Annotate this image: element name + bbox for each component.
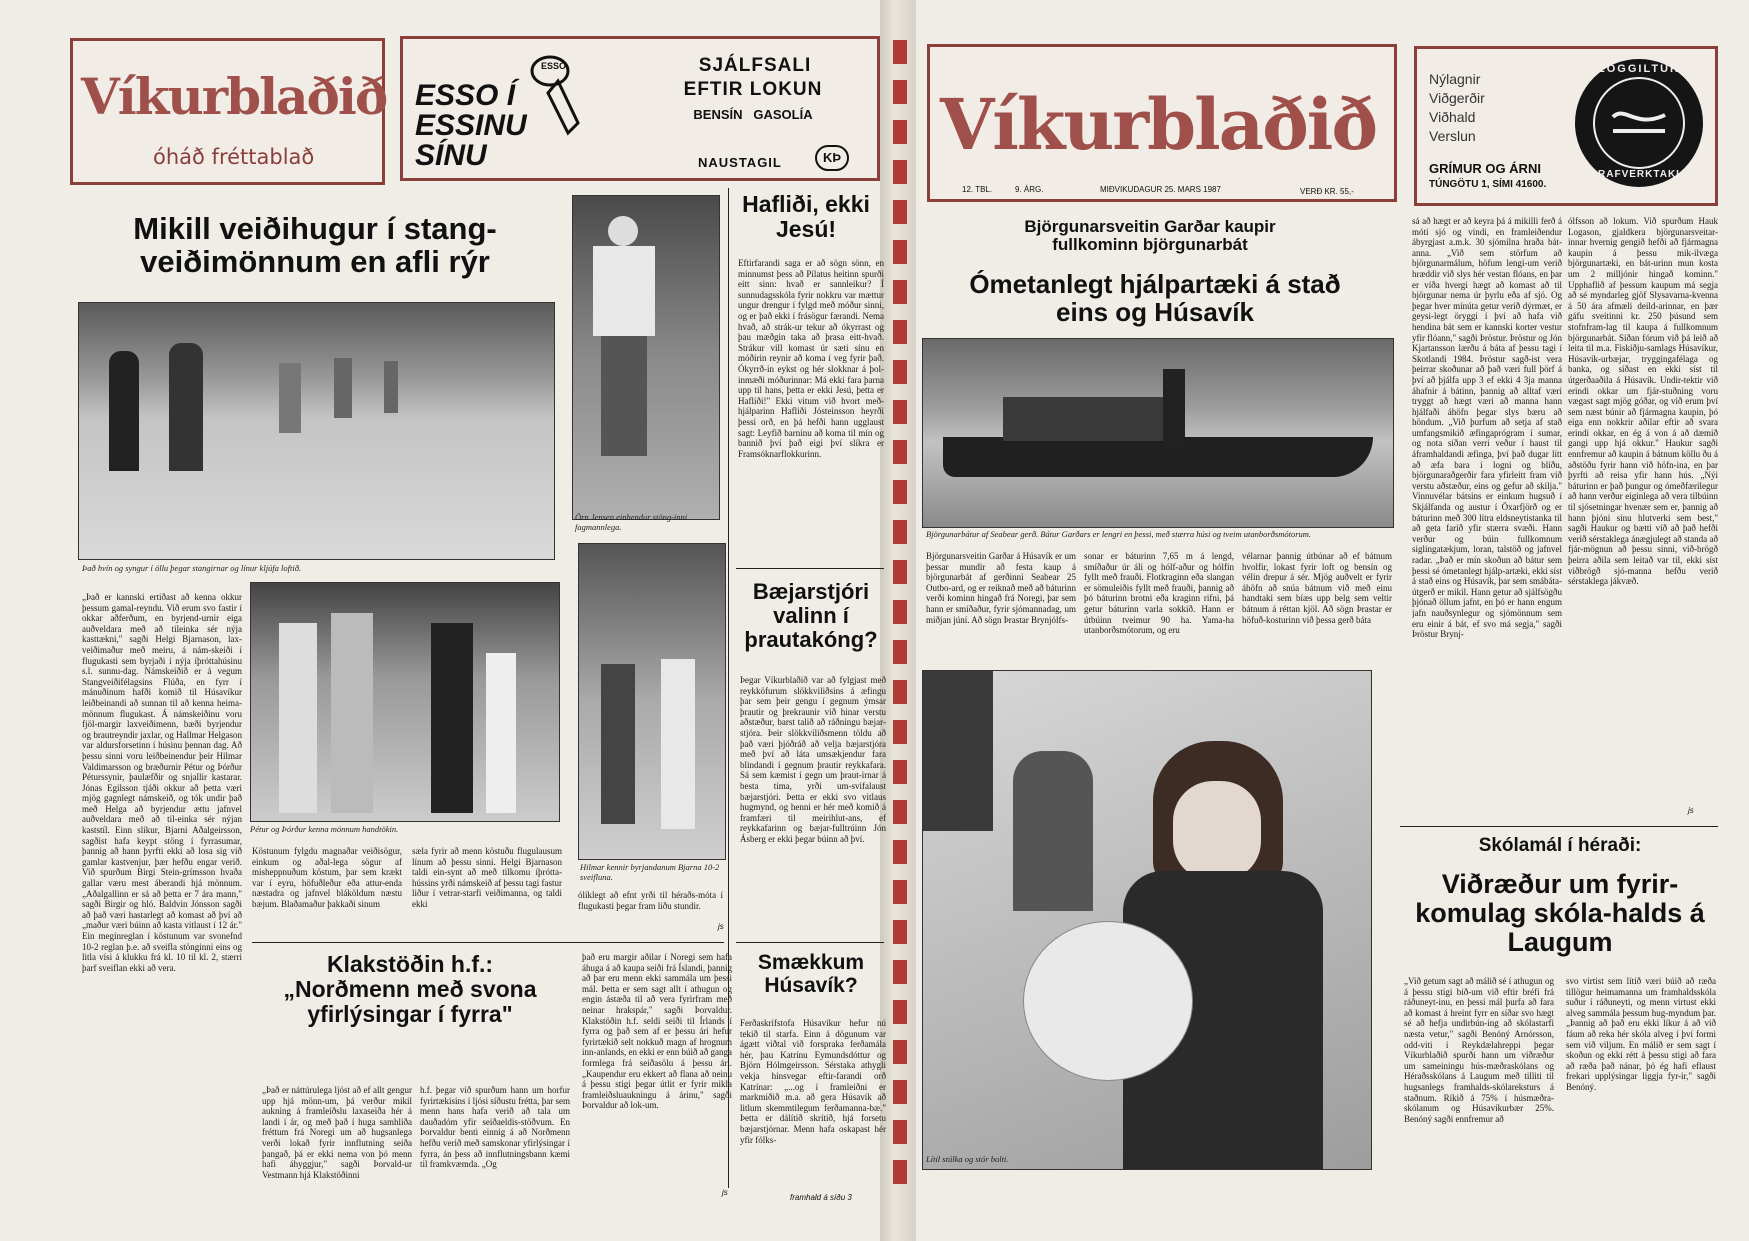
ad-location: NAUSTAGIL — [698, 155, 782, 170]
seal-bottom-text: RAFVERKTAKI — [1598, 169, 1680, 180]
hafli-headline: Hafliði, ekki Jesú! — [742, 191, 870, 242]
ad-address: TÚNGÖTU 1, SÍMI 41600. — [1429, 179, 1547, 190]
ad-service-2: Viðgerðir — [1429, 90, 1485, 106]
ad-service-3: Viðhald — [1429, 109, 1476, 125]
grimur-ad — [1414, 46, 1718, 206]
ad-service-1: Nýlagnir — [1429, 71, 1481, 87]
seal-top-text: LÖGGILTUR — [1598, 63, 1680, 75]
smaekkum-body: Ferðaskrifstofa Húsavíkur hefur nú tekið til starfa. Einn á dögunum var ágætt viðtal við forspraka ferðamála hér, þau Katrínu Eymundsdóttur og Björn Hólmgeirsson. Sérstaka athygli vekja hinsvegar eftir-farandi orð Katrínar: „...og í framleiðni er markmiðið m.a. að gera Húsavík að litlum skemmtilegum ferðamanna-bæ." Þetta er dálítið skrítið, hjá forsetu bæjarstjórnar. Menn hafa oskapast hér yfir fólks- — [740, 1018, 886, 1145]
main-signature: js — [718, 922, 724, 931]
divider-klak — [252, 942, 724, 943]
bjorgun-col2: sonar er báturinn 7,65 m á lengd, smíðaður úr áli og hólf-aður og hólfin fyllt með frauði. Flotkraginn eða slangan er sömuleiðis fyllt með frauði, þannig að þó báturinn brotni eða kraginn rifni, þá getur báturinn varla sokkið. Hann er útbúinn tveimur 90 ha. Yama-ha utanborðsmótorum, og eru — [1084, 551, 1234, 636]
skola-headline: Viðræður um fyrir-komulag skóla-halds á Laugum — [1415, 869, 1705, 958]
main-article-col1: „Það er kannski ertiðast að kenna okkur þessum gamal-reyndu. Við erum svo fastir í okkar aðferðum, en byrjend-urnir eiga auðveldara með að tileinka sér nýja kasttækni," sagði Helgi Bjarnason, lax-veiðimaður með meiru, á nám-skeiði í flugukasti sem byrjaði í nýja íþróttahúsinu s.l. sunnu-dag. Námskeiðið er á vegum Stangveiðifélagsins Flúða, en fyrr í mánuðinum hafði komið til Húsavíkur leiðbeinandi að sunnan til að kenna heima-mönnum flugukast. Á námskeiðinu voru fjöl-margir laxveiðimenn, bæði byrjendur og brautreyndir jaxlar, og Hallmar Helgason var aldursforsetinn í húsinu þennan dag. Að þessu sinni voru leiðbeinendur þeir Hilmar Valdimarsson og bræðurnir Pétur og Þórður Péturssynir, þaulæfðir og snjallir kastarar. Jónas Egilsson tjáði okkur að þetta væri mjög gagnlegt námskeið, og tók undir það með Helga að byrjendur ættu jafnvel auðveldara með að til-einka sér nýjan kaststíl. Einn slíkur, Bjarni Aðalgeirsson, sagðist hafa keypt stöng í fyrrasumar, þannig að hann þyrfti ekki að losa sig við gamlar kastvenjur, þær hefðu engar verið. Við spurðum Birgi Stein-grímsson hvaða gallar væru mest áberandi hjá mönnum. „Aðalgallinn er sá að þetta er 7 ára mann," sagði Birgir og hló. Baldvin Jónsson sagði að það væri hastarlegt að komast að því að „maður væri búinn að kasta vitlaust í 12 ár." Ein megínreglan í köstunum var svonefnd 10-2 reglan þ.e. að sveifla stönginni eins og litla vísi á klukku frá kl. 10 til kl. 2, stærri þarf sveiflan ekki að vera. — [82, 592, 242, 973]
issue-year: 9. ÁRG. — [1015, 185, 1044, 194]
caption-orn-jensen: Örn Jensen einhendur stöng-inni fagmannlega. — [575, 512, 688, 532]
klak-col3: það eru margir aðilar í Noregi sem hafa áhuga á að kaupa seiði frá Íslandi, þannig að þar eru menn ekki sammála um þessi mál. Þetta er sem sagt allt í athugun og engin ástæða til að vera fyrirfram með neinar hrakspár," sagði Þorvaldur. Klakstöðin h.f. seldi seiði til Írlands í fyrra og það sem af er þessu ári hefur fyrirtækið selt nokkuð magn af hrognum inn-anlands, en ekki er enn búið að ganga formlega frá seiðasölu á þessu ári. „Kaupendur eru ekkert að flana að neinu á þessu stigi þegar útlit er fyrir mikla framleiðsluaukningu á árinu," sagði Þorvaldur að lok-um. — [582, 952, 732, 1111]
esso-slogan: ESSO Í ESSINU SÍNU — [415, 79, 527, 172]
baejar-body: Þegar Víkurblaðið var að fylgjast með reykköfurum slökkviliðsins á æfingu þar sem þeir gengu í gegnum ýmsar þrautir og þrekraunir við hinar verstu aðstæður, barst talið að ráðningu bæjar-stjóra. Þeir slökkviliðsmenn töldu að það væri þjóðráð að velja bæjarstjóra með því að láta umsækjendur fara blindandi í gegnum þrautir reykkafara. Sá sem kæmist í gegn um þraut-irnar á besta tíma, yrði um-svifalaust bæjarstjóri. Þetta er ekki svo vitlaus hugmynd, og henni er hér með komið á framfæri til meirihlut-ans, ef reykkafarinn og bæjar-fulltrúinn Jón Ásberg er ekki þegar búinn að því. — [740, 675, 886, 844]
masthead-logo: Víkurblaðið — [81, 67, 387, 126]
right-masthead — [927, 44, 1397, 202]
issue-date: MIÐVIKUDAGUR 25. MARS 1987 — [1100, 185, 1221, 194]
esso-ad — [400, 36, 880, 181]
bjorgun-col4: sá að hægt er að keyra þá á mikilli ferð á móti sjó og vindi, en framleiðendur ábyrgjast a.m.k. 30 sjómílna hraða bát-anna. „Við sem störfum að björgunarmálum, höfum lengi-um verið hræddir við slys hér vestan flóans, en þar er víða hvergi hægt að komast að til björgunar nema úr þyrlu eða af sjó. Og þegar hver mínúta getur verið dýrmæt, er geysi-legt öryggi í því að hafa við hendina bát sem er kannski korter vestur yfir flóann," sagði Þröstur. Þröstur og Jón Kjartansson lærðu á báta af þessu tagi í Skotlandi 1984. Þröstur sagð-ist vera þeirrar skoðunar að það væri full þörf á því að þjálfa upp 3 ef ekki 4 3ja manna áhafnir á bátinn, þannig að alltaf væri tryggt að hægt væri að manna hann hjálfaði áhöfn þegar slys bæru að höndum. „Við þurfum að setja af stað umfangsmikið æfingaprógram í sumar, og nota síðan verri veður í haust til áframhaldandi æfinga, því það dugar lítt að æfa bara í logni og blíðu, björgunaraðgerðir fara yfirleitt fram við verstu aðstæður, eins og gefur að skilja." Vinnuvélar bátsins er einkum hugsuð í Skjálfanda og austur í Öxarfjörð og er báturinn með 300 lítra eldsneytistanka til að geta farið yfir stærra svæði. Hann verður og búin fullkomnum siglingatækjum, loran, talstöð og jafnvel radar. „Það er mín skoðun að bátur sem þessi sé ómetanlegt hjálp-artæki, ekki síst á stað eins og Húsavík, þar sem smábáta-útgerð er mikil. Hann getur að sjálfsögðu þjónað öllum jafnt, en þó er hann engum jafn nauðsynlegur og sjómönnum sem eru einir á bát, ef svo má segja," sagði Þröstur Brynj- — [1412, 216, 1562, 640]
ad-title-line1: SJÁLFSALI — [698, 55, 812, 76]
klak-signature: js — [722, 1188, 728, 1197]
photo-orn-jensen — [572, 195, 720, 520]
bjorgun-headline: Ómetanlegt hjálpartæki á stað eins og Húsavík — [969, 269, 1341, 328]
photo-rescue-boat — [922, 338, 1394, 528]
ad-title-line2: EFTIR LOKUN — [683, 79, 823, 100]
hafli-body: Eftirfarandi saga er að sögn sönn, en minnumst þess að Pílatus heitinn spurði eitt sinn: hvað er sannleikur? Í sunnudagsskóla fyrir nokkru var mættur ungur drengur í fylgd með móður sinni, og er það ekki í frásögur færandi. Nema hvað, að strák-ur tekur að ókyrrast og þau mæðgin taka að þrasa eitt-hvað. Strákur vill komast úr sæti sínu en móðirin reynir að koma í veg fyrir það. Ókyrrð-in eykst og hér slokknar á þol-inmæði móðurinnar: Má ekki fara þarna upp til hans, þetta er ekki Jesú, þetta er Hafliði!" Ekki vitum við hvort með-hjálparinn Hafliði Jósteinsson heyrði þessi orð, en þá hefði hann ugglaust sagt: Leyfið barninu að koma til mín og bannið því það eigi því slíkra er Framsóknarflokkurinn. — [738, 258, 884, 459]
ad-company-name: GRÍMUR OG ÁRNI — [1429, 161, 1541, 176]
issue-price: VERÐ KR. 55,- — [1300, 187, 1354, 196]
photo-petur-thordur — [250, 582, 560, 822]
bjorgun-col1: Björgunarsveitin Garðar á Húsavík er um þessar mundir að festa kaup á björgunarbát af gerðinni Seabear 25 Outbo-ard, og er reiknað með að báturinn verði kominn hingað frá Noregi, þar sem hann er smíðaður, fyrir sjómannadag, um miðjan júní. Að sögn Þrastar Brynjólfs- — [926, 551, 1076, 625]
caption-hilmar-bjarni: Hilmar kennir byrjandanum Bjarna 10-2 sveifluna. — [580, 862, 720, 882]
caption-casting-hall: Það hvín og syngur í öllu þegar stangirnar og línur kljúfa loftið. — [82, 563, 302, 573]
baejar-headline: Bæjarstjóri valinn í þrautakóng? — [744, 579, 878, 652]
kth-logo: KÞ — [815, 145, 849, 171]
skola-col1: „Við getum sagt að málið sé í athugun og á þessu stigi bið-um við eftir bréfi frá ráðuneyt-inu, en þessi mál þurfa að fara að komast á hreint fyrr en síðar svo hægt sé að hefja undirbún-ing að skólastarfi næsta vetur," sagði Benóný Arnórsson, odd-viti í Reykdælahreppi þegar Víkurblaðið spurði hann um viðræður um sameiningu hús-mæðraskólans og Héraðsskólans á Laugum með tilliti til hugsanlegs framhalds-skólareksturs á staðnum. Ríkið á 75% í húsmæðra-skólanum og Húsavíkurbær 25%. Benóný sagði ennfremur að — [1404, 976, 1554, 1124]
smaekkum-headline: Smækkum Húsavík? — [757, 951, 865, 997]
ad-products: BENSÍN GASOLÍA — [693, 107, 813, 122]
klak-col1: „Það er náttúrulega ljóst að ef allt gengur upp hjá mönn-um, þá verður mikil aukning á framleiðslu laxaseiða hér á landi í ár, og með það í huga samhliða fréttum frá Noregi um að hugsanlega verði lokað fyrir innflutning seiða þangað, þá er ekki nema von þó menn hafi áhyggjur," sagði Þorvald-ur Vestmann hjá Klakstöðinni — [262, 1085, 412, 1180]
smaekkum-continued: framhald á síðu 3 — [790, 1193, 852, 1202]
photo-hilmar-bjarni — [578, 543, 726, 860]
caption-girl-ball: Lítil stúlka og stór bolti. — [926, 1154, 1009, 1164]
divider-skola — [1400, 826, 1718, 827]
left-masthead — [70, 38, 385, 185]
electrician-seal-icon — [1575, 59, 1703, 187]
main-article-col3: sæla fyrir að menn köstuðu flugulausum línum að þessu sinni. Helgi Bjarnason taldi ein-synt að með tilkomu íþrótta-hússins yrði námskeið af þessu tagi fastur liður í vetrar-starfi veiðimanna, og taldi ekki — [412, 846, 562, 909]
bjorgun-signature: js — [1688, 806, 1694, 815]
ad-service-4: Verslun — [1429, 128, 1476, 144]
esso-badge: ESSO — [541, 61, 567, 71]
main-headline: Mikill veiðihugur í stang-veiðimönnum en afli rýr — [133, 211, 497, 280]
photo-girl-ball — [922, 670, 1372, 1170]
caption-rescue-boat: Björgunarbátur af Seabear gerð. Bátur Garðars er lengri en þessi, með stærra húsi og tveim utanborðsmótorum. — [926, 529, 1312, 539]
masthead-tagline: óháð fréttablað — [153, 145, 315, 169]
masthead-logo-right: Víkurblaðið — [940, 83, 1377, 166]
divider-smaekkum — [736, 942, 884, 943]
binding-stitch — [893, 40, 907, 1190]
divider-baejar — [736, 568, 884, 569]
photo-casting-hall — [78, 302, 555, 560]
bjorgun-kicker: Björgunarsveitin Garðar kaupir fullkominn björgunarbát — [1024, 217, 1276, 255]
issue-number: 12. TBL. — [962, 185, 993, 194]
bjorgun-col5: ólfsson að lokum. Við spurðum Hauk Logason, gjaldkera björgunarsveitar-innar hvernig gengið hefði að fjármagna kaupin á þessu mik-ilvæga björgunartæki, en bát-urinn mun kosta um 2 milljónir hingað kominn." Upphaflið af þessum kaupum má segja að sé myndarleg gjöf Slysavarna-kvenna á 50 ára afmæli deild-arinnar, en þær gáfu sveitinni kr. 250 þúsund sem stofnfram-lag til kaupa á fullkomnum björgunarbát. Síðan fórum við þá leið að leita til m.a. Fiskiðju-samlags Húsavíkur, Húsavík-urbæjar, tryggingafélaga og banka, og síðast en ekki síst til útgerðaaðila á Húsavík. Undir-tektir við erindi okkar um fjár-stuðning voru vægast sagt mjög góðar, og við erum því sem næst búnir að fjármagna kaupin, þó eiga enn nokkrir aðilar eftir að svara erindi okkar, en ég á von á að dæmið gangi upp hjá okkur." Haukur sagði ennfremur að kaupin á bátnum köllu ðu á aðstöðu fyrir hann við höfn-ina, en þar þyrfti að reisa yfir hann hús. „Nýi báturinn er það þungur og ómeðfærilegur að hann verður eiginlega að vera tilbúinn til sjósetningar hvenær sem er, þannig að hann þjóni sínu hlutverki sem best," sagði Haukur og bætti við að það hefði verið sérstaklega ánægjulegt að standa að fjár-mögnun að þessu sinni, við-brögð þeirra aðila sem leitað var til, ekki síst viðbrögð sjó-manna hefðu verið sérstaklega jákvæð. — [1568, 216, 1718, 587]
skola-kicker: Skólamál í héraði: — [1478, 835, 1642, 856]
caption-petur-thordur: Pétur og Þórður kenna mönnum handtökin. — [250, 824, 399, 834]
klak-col2: h.f. þegar við spurðum hann um horfur fyrirtækisins í ljósi síðustu frétta, þar sem menn hans hafa verið að tala um dauðadóm yfir seiðaeldis-stöðvum. En Þorvaldur benti einnig á að Norðmenn hefðu verið með samskonar yfirlýsingar í fyrra, án þess að innflutningsbann kæmi til framkvæmda. „Og — [420, 1085, 570, 1170]
skola-col2: svo virtist sem lítið væri búið að ræða tillögur heimamanna um framhaldsskóla suður í ráðuneyti, og menn virtust ekki alveg sammála þessum hug-myndum þar. „Þannig að það eru ekki líkur á að við fáum að reka hér skóla alveg í því formi sem við viljum. En málið er sem sagt í skoðun og ekki rétt á þessu stigi að fara að ræða það nánar, þó ég hafi eflaust frekari upplýsingar liggja fyr-ir," sagði Benóný. — [1566, 976, 1716, 1092]
klak-headline: Klakstöðin h.f.: „Norðmenn með svona yfirlýsingar í fyrra" — [283, 951, 537, 1027]
main-article-col4: ólíklegt að efnt yrði til héraðs-móta í flugukasti þegar fram liðu stundir. — [578, 890, 723, 911]
bjorgun-col3: vélarnar þannig útbúnar að ef bátnum hvolfir, lokast fyrir loft og bensín og vélin drepur á sér. Mjög auðvelt er fyrir áhöfn að snúa bátnum við með einu handtaki sem bíæs upp belg sem veltir bátnum á réttan kjöl. Að sögn Þrastar er höfuð-kosturinn við þessa gerð báta — [1242, 551, 1392, 625]
main-article-col2: Köstunum fylgdu magnaðar veiðisögur, einkum og aðal-lega sögur af misheppnuðum köstum, þar sem krækt var í eyru, höfuðleður eða attur-enda næstadra og jafnvel bláköldum næstu bæjum. Blaðamaður þakkaði sinum — [252, 846, 402, 909]
